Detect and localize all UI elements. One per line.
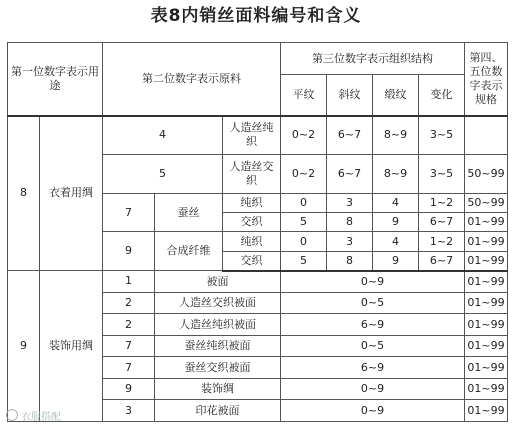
- twill-range: 3: [327, 193, 373, 212]
- material-digit: 2: [103, 292, 155, 314]
- satin-range: 4: [373, 193, 419, 212]
- product-name: 印花被面: [155, 400, 281, 422]
- table-row: [8, 116, 508, 155]
- weave-type: 交织: [223, 213, 281, 232]
- material-digit: 2: [103, 314, 155, 336]
- structure-range: 6~9: [281, 314, 465, 336]
- product-name: 蚕丝交织被面: [155, 357, 281, 379]
- spec-range: 01~99: [465, 232, 508, 251]
- variation-range: 6~7: [419, 213, 465, 232]
- variation-range: 1~2: [419, 193, 465, 212]
- material-digit: 4: [103, 116, 223, 155]
- spec-range: [465, 116, 508, 155]
- plain-range: 0~2: [281, 116, 327, 155]
- header-spec: 第四、五位数字表示规格: [465, 43, 508, 116]
- plain-range: 0: [281, 193, 327, 212]
- spec-range: 01~99: [465, 357, 508, 379]
- product-name: 装饰绸: [155, 378, 281, 400]
- material-digit: 7: [103, 335, 155, 357]
- material-digit: 7: [103, 357, 155, 379]
- weave-type: 人造丝纯织: [223, 116, 281, 155]
- plain-range: 5: [281, 251, 327, 270]
- material-digit: 7: [103, 193, 155, 232]
- spec-range: 50~99: [465, 193, 508, 212]
- material-digit: 5: [103, 154, 223, 193]
- plain-range: 5: [281, 213, 327, 232]
- spec-range: 01~99: [465, 213, 508, 232]
- product-name: 蚕丝纯织被面: [155, 335, 281, 357]
- variation-range: 1~2: [419, 232, 465, 251]
- variation-range: 6~7: [419, 251, 465, 270]
- satin-range: 9: [373, 213, 419, 232]
- weave-type: 交织: [223, 251, 281, 270]
- structure-range: 6~9: [281, 357, 465, 379]
- material-digit: 9: [103, 378, 155, 400]
- twill-range: 6~7: [327, 116, 373, 155]
- satin-range: 4: [373, 232, 419, 251]
- twill-range: 8: [327, 251, 373, 270]
- satin-range: 9: [373, 251, 419, 270]
- table-title: 表8内销丝面料编号和含义: [150, 6, 362, 26]
- header-material: 第二位数字表示原料: [103, 43, 281, 116]
- satin-range: 8~9: [373, 116, 419, 155]
- spec-range: 01~99: [465, 271, 508, 293]
- spec-range: 01~99: [465, 314, 508, 336]
- spec-range: 01~99: [465, 400, 508, 422]
- spec-range: 01~99: [465, 335, 508, 357]
- spec-range: 01~99: [465, 292, 508, 314]
- variation-range: 3~5: [419, 116, 465, 155]
- plain-range: 0: [281, 232, 327, 251]
- watermark-text: 衣服搭配: [21, 412, 61, 423]
- twill-range: 8: [327, 213, 373, 232]
- structure-range: 0~5: [281, 292, 465, 314]
- product-name: 人造丝纯织被面: [155, 314, 281, 336]
- spec-range: 50~99: [465, 154, 508, 193]
- header-variation: 变化: [419, 75, 465, 116]
- structure-range: 0~5: [281, 335, 465, 357]
- twill-range: 3: [327, 232, 373, 251]
- structure-range: 0~9: [281, 400, 465, 422]
- weave-type: 人造丝交织: [223, 154, 281, 193]
- table-row: [8, 271, 508, 293]
- use-clothing: 衣着用绸: [40, 116, 103, 271]
- variation-range: 3~5: [419, 154, 465, 193]
- use-digit-9: 9: [8, 271, 40, 422]
- weave-type: 纯织: [223, 193, 281, 212]
- satin-range: 8~9: [373, 154, 419, 193]
- structure-range: 0~9: [281, 271, 465, 293]
- use-digit-8: 8: [8, 116, 40, 271]
- material-digit: 9: [103, 232, 155, 271]
- header-plain: 平纹: [281, 75, 327, 116]
- header-use: 第一位数字表示用途: [8, 43, 103, 116]
- product-name: 被面: [155, 271, 281, 293]
- material-digit: 1: [103, 271, 155, 293]
- fabric-code-table: [7, 42, 508, 422]
- watermark-logo-icon: [6, 409, 18, 421]
- product-name: 人造丝交织被面: [155, 292, 281, 314]
- twill-range: 6~7: [327, 154, 373, 193]
- spec-range: 01~99: [465, 378, 508, 400]
- header-satin: 缎纹: [373, 75, 419, 116]
- structure-range: 0~9: [281, 378, 465, 400]
- material-digit: 3: [103, 400, 155, 422]
- plain-range: 0~2: [281, 154, 327, 193]
- material-name: 合成纤维: [155, 232, 223, 271]
- use-decoration: 装饰用绸: [40, 271, 103, 422]
- header-structure: 第三位数字表示组织结构: [281, 43, 465, 75]
- watermark: [6, 408, 61, 423]
- weave-type: 纯织: [223, 232, 281, 251]
- header-twill: 斜纹: [327, 75, 373, 116]
- spec-range: 01~99: [465, 251, 508, 270]
- material-name: 蚕丝: [155, 193, 223, 232]
